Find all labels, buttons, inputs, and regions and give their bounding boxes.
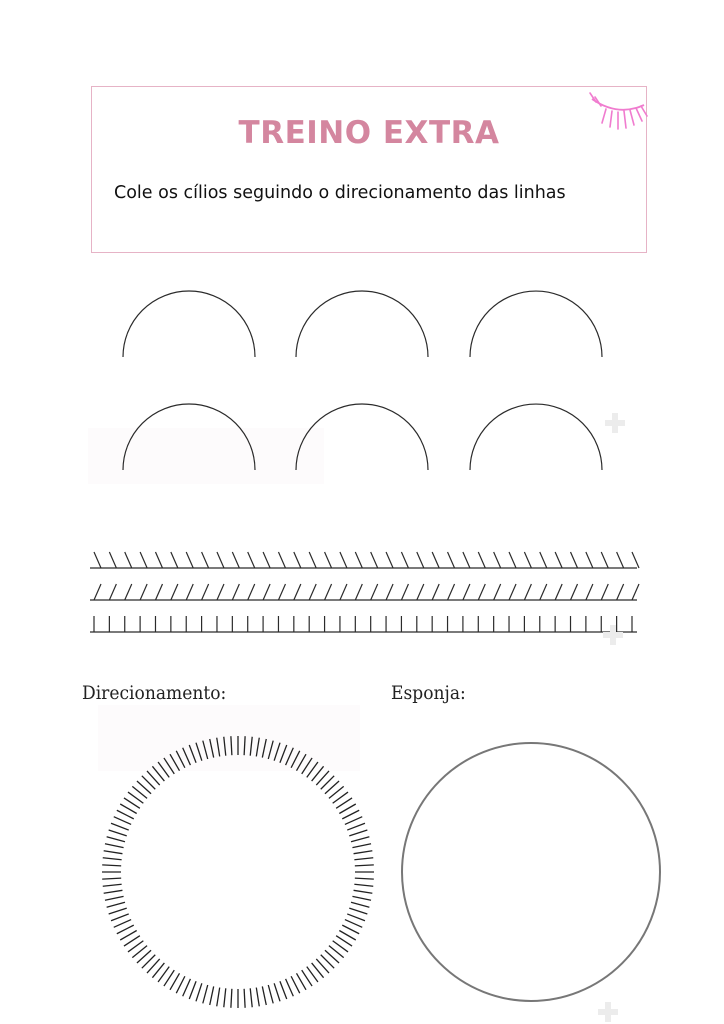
arc-guide xyxy=(123,291,255,357)
radial-tick xyxy=(196,743,202,761)
radial-tick xyxy=(347,914,365,921)
tick-mark xyxy=(155,584,162,600)
radial-tick xyxy=(339,804,355,814)
direction-label: Direcionamento: xyxy=(82,682,227,704)
radial-tick xyxy=(170,754,180,770)
radial-tick xyxy=(291,751,300,768)
tick-mark xyxy=(401,584,408,600)
tick-mark xyxy=(417,584,424,600)
radial-tick xyxy=(349,830,367,836)
radial-tick xyxy=(355,865,374,866)
tick-mark xyxy=(309,552,316,568)
radial-tick xyxy=(224,737,226,756)
radial-tick xyxy=(349,908,367,914)
radial-tick xyxy=(203,985,208,1003)
tick-mark xyxy=(371,552,378,568)
radial-tick xyxy=(280,745,287,763)
radial-tick xyxy=(107,837,125,842)
radial-tick xyxy=(210,739,214,758)
tick-mark xyxy=(571,584,578,600)
radial-tick xyxy=(217,988,220,1007)
radial-tick xyxy=(280,981,287,999)
radial-tick xyxy=(342,925,359,934)
page-title: TREINO EXTRA xyxy=(238,115,500,151)
radial-tick xyxy=(354,858,373,860)
radial-tick xyxy=(183,979,191,996)
radial-tick xyxy=(176,751,185,768)
tick-mark xyxy=(463,584,470,600)
tick-mark xyxy=(540,584,547,600)
radial-tick xyxy=(244,736,245,755)
radial-tick xyxy=(117,810,134,819)
radial-tick xyxy=(176,976,185,993)
arc-guide xyxy=(296,291,428,357)
radial-tick xyxy=(105,896,124,900)
tick-mark xyxy=(263,552,270,568)
radial-tick xyxy=(268,741,273,759)
arc-guide xyxy=(470,404,602,470)
tick-mark xyxy=(171,584,178,600)
tick-mark xyxy=(125,552,132,568)
tick-mark xyxy=(325,552,332,568)
tick-mark xyxy=(463,552,470,568)
radial-tick xyxy=(297,754,307,770)
radial-tick xyxy=(354,851,373,854)
plus-icon xyxy=(605,413,625,433)
tick-mark xyxy=(586,584,593,600)
radial-tick xyxy=(114,920,131,928)
radial-tick xyxy=(109,908,127,914)
radial-tick xyxy=(183,748,191,765)
radial-tick xyxy=(297,973,307,989)
radial-tick xyxy=(274,983,280,1001)
radial-tick xyxy=(354,890,373,893)
tick-mark xyxy=(494,584,501,600)
tick-mark xyxy=(340,584,347,600)
tick-mark xyxy=(340,552,347,568)
tick-mark xyxy=(309,584,316,600)
tick-mark xyxy=(355,584,362,600)
radial-tick xyxy=(342,810,359,819)
radial-tick xyxy=(189,745,196,763)
tick-mark xyxy=(432,584,439,600)
radial-tick xyxy=(352,896,371,900)
tick-mark xyxy=(617,552,624,568)
radial-tick xyxy=(351,902,369,907)
tick-mark xyxy=(232,552,239,568)
tick-mark xyxy=(448,584,455,600)
tick-mark xyxy=(386,552,393,568)
tick-mark xyxy=(555,584,562,600)
radial-tick xyxy=(250,737,252,756)
tick-mark xyxy=(294,584,301,600)
radial-tick xyxy=(354,884,373,886)
radial-tick xyxy=(231,736,232,755)
tick-mark xyxy=(555,552,562,568)
radial-tick xyxy=(268,985,273,1003)
radial-tick xyxy=(256,988,259,1007)
tick-mark xyxy=(202,584,209,600)
radial-tick xyxy=(231,989,232,1008)
tick-mark xyxy=(155,552,162,568)
radial-tick xyxy=(105,844,124,848)
tick-mark xyxy=(478,552,485,568)
tick-mark xyxy=(109,584,116,600)
radial-tick xyxy=(286,979,294,996)
arc-guide xyxy=(470,291,602,357)
tick-mark xyxy=(140,584,147,600)
tick-mark xyxy=(248,584,255,600)
radial-tick xyxy=(210,986,214,1005)
tick-mark xyxy=(202,552,209,568)
tick-mark xyxy=(94,584,101,600)
tick-mark xyxy=(524,552,531,568)
plus-icon xyxy=(598,1002,618,1022)
arc-guide xyxy=(296,404,428,470)
radial-tick xyxy=(339,931,355,941)
radial-tick xyxy=(196,983,202,1001)
radial-tick xyxy=(107,902,125,907)
radial-tick xyxy=(345,817,362,825)
tick-mark xyxy=(601,584,608,600)
radial-tick xyxy=(104,890,123,893)
tick-mark xyxy=(386,584,393,600)
tick-mark xyxy=(632,584,639,600)
tick-mark xyxy=(417,552,424,568)
tick-mark xyxy=(186,584,193,600)
radial-tick xyxy=(103,858,122,860)
tick-mark xyxy=(601,552,608,568)
radial-tick xyxy=(355,878,374,879)
radial-tick xyxy=(114,817,131,825)
tick-mark xyxy=(617,584,624,600)
radial-tick xyxy=(262,739,266,758)
sponge-circle xyxy=(402,743,660,1001)
tick-mark xyxy=(478,584,485,600)
tick-mark xyxy=(325,584,332,600)
radial-tick xyxy=(111,823,129,830)
radial-tick xyxy=(102,865,121,866)
radial-tick xyxy=(351,837,369,842)
radial-tick xyxy=(217,738,220,757)
tick-mark xyxy=(632,552,639,568)
radial-tick xyxy=(224,988,226,1007)
radial-tick xyxy=(109,830,127,836)
radial-tick xyxy=(203,741,208,759)
tick-mark xyxy=(125,584,132,600)
radial-tick xyxy=(250,988,252,1007)
radial-tick xyxy=(111,914,129,921)
instruction-text: Cole os cílios seguindo o direcionamento das linhas xyxy=(114,183,566,203)
plus-icon xyxy=(603,625,623,645)
tick-mark xyxy=(494,552,501,568)
radial-tick xyxy=(102,878,121,879)
radial-tick xyxy=(104,851,123,854)
tick-mark xyxy=(509,552,516,568)
radial-tick xyxy=(117,925,134,934)
tick-mark xyxy=(571,552,578,568)
radial-tick xyxy=(120,804,136,814)
tick-mark xyxy=(171,552,178,568)
radial-tick xyxy=(347,823,365,830)
tick-mark xyxy=(217,552,224,568)
tick-mark xyxy=(186,552,193,568)
tick-mark xyxy=(432,552,439,568)
tick-mark xyxy=(140,552,147,568)
tick-mark xyxy=(278,552,285,568)
sponge-label: Esponja: xyxy=(391,682,466,704)
tick-mark xyxy=(371,584,378,600)
tick-mark xyxy=(232,584,239,600)
radial-tick xyxy=(256,738,259,757)
radial-tick xyxy=(274,743,280,761)
tick-mark xyxy=(109,552,116,568)
tick-mark xyxy=(248,552,255,568)
radial-tick xyxy=(170,973,180,989)
tick-mark xyxy=(355,552,362,568)
tick-mark xyxy=(448,552,455,568)
tick-mark xyxy=(524,584,531,600)
radial-tick xyxy=(244,989,245,1008)
radial-tick xyxy=(286,748,294,765)
radial-tick xyxy=(262,986,266,1005)
radial-tick xyxy=(352,844,371,848)
radial-tick xyxy=(189,981,196,999)
radial-tick xyxy=(291,976,300,993)
tick-mark xyxy=(263,584,270,600)
tick-mark xyxy=(278,584,285,600)
tick-mark xyxy=(586,552,593,568)
tick-mark xyxy=(294,552,301,568)
radial-tick xyxy=(345,920,362,928)
tick-mark xyxy=(401,552,408,568)
tick-mark xyxy=(217,584,224,600)
radial-tick xyxy=(120,931,136,941)
arc-guide xyxy=(123,404,255,470)
tick-mark xyxy=(509,584,516,600)
tick-mark xyxy=(94,552,101,568)
tick-mark xyxy=(540,552,547,568)
radial-tick xyxy=(103,884,122,886)
